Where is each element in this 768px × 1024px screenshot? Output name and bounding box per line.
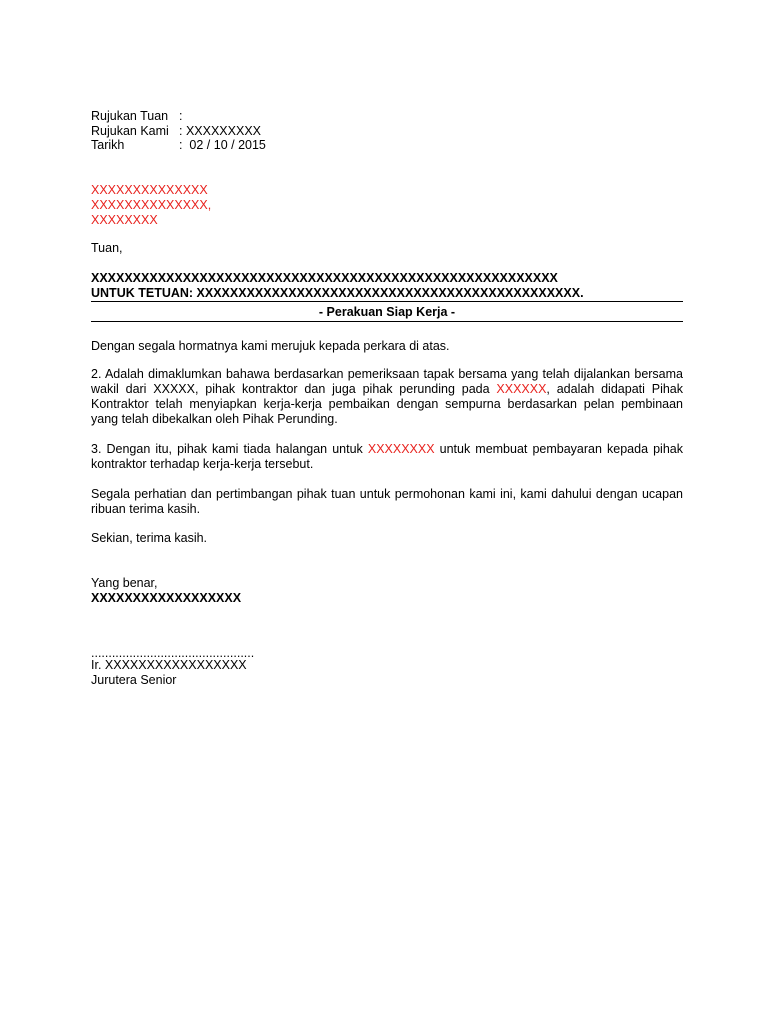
paragraph-text: untuk membuat pembayaran kepada pihak kontraktor terhadap kerja-kerja tersebut. — [91, 442, 683, 471]
paragraph-2 — [91, 367, 683, 427]
reference-value: XXXXXXXXX — [182, 123, 261, 138]
closing-yours: Yang benar, — [91, 576, 158, 590]
subject-block — [91, 271, 683, 301]
reference-row-kami — [91, 124, 683, 139]
signature-block — [91, 648, 683, 688]
signature-line: ............................................... — [91, 646, 255, 660]
subject-line: XXXXXXXXXXXXXXXXXXXXXXXXXXXXXXXXXXXXXXXXXXXXXXXXXXXXXXXX — [91, 271, 558, 285]
subject-line: UNTUK TETUAN: XXXXXXXXXXXXXXXXXXXXXXXXXXXXXXXXXXXXXXXXXXXXXX. — [91, 286, 584, 300]
reference-label: Rujukan Tuan — [91, 109, 169, 123]
reference-row-tarikh — [91, 138, 683, 153]
heading: - Perakuan Siap Kerja - — [318, 305, 456, 319]
reference-separator: : — [179, 109, 183, 123]
closing-organization: XXXXXXXXXXXXXXXXXX — [91, 591, 242, 605]
paragraph-4: Segala perhatian dan pertimbangan pihak tuan untuk permohonan kami ini, kami dahului dengan ucapan ribuan terima kasih. — [91, 487, 683, 516]
recipient-line: XXXXXXXXXXXXXX — [91, 183, 208, 197]
paragraph-1: Dengan segala hormatnya kami merujuk kepada perkara di atas. — [91, 339, 450, 353]
reference-separator: : — [179, 123, 183, 138]
reference-label: Tarikh — [91, 138, 125, 152]
reference-separator: : — [179, 138, 183, 152]
signatory-name: Ir. XXXXXXXXXXXXXXXXX — [91, 658, 247, 672]
signatory-title: Jurutera Senior — [91, 673, 177, 687]
salutation: Tuan, — [91, 241, 123, 255]
divider-bottom — [91, 321, 683, 322]
recipient-line: XXXXXXXXXXXXXX, — [91, 198, 212, 212]
highlight-text: XXXXXXXX — [367, 442, 435, 456]
closing-block — [91, 576, 683, 606]
paragraph-text: , adalah didapati Pihak Kontraktor telah menyiapkan kerja-kerja pembaikan dengan sempurna berdasarkan pelan pembinaan yang telah dibekalkan oleh Pihak Perunding. — [91, 382, 683, 426]
recipient-address — [91, 183, 683, 228]
paragraph-text: 2. Adalah dimaklumkan bahawa berdasarkan pemeriksaan tapak bersama yang telah dijalankan bersama wakil dari XXXXX, pihak kontraktor dan juga pihak perunding pada — [91, 367, 683, 396]
recipient-line: XXXXXXXX — [91, 213, 158, 227]
reference-row-tuan — [91, 109, 683, 124]
paragraph-3 — [91, 442, 683, 472]
paragraph-5: Sekian, terima kasih. — [91, 531, 208, 545]
highlight-text: XXXXXX — [496, 382, 547, 396]
reference-label: Rujukan Kami — [91, 123, 169, 138]
reference-value: 02 / 10 / 2015 — [182, 138, 266, 152]
divider-top — [91, 301, 683, 302]
reference-block — [91, 109, 683, 153]
paragraph-text: 3. Dengan itu, pihak kami tiada halangan untuk — [91, 442, 368, 456]
